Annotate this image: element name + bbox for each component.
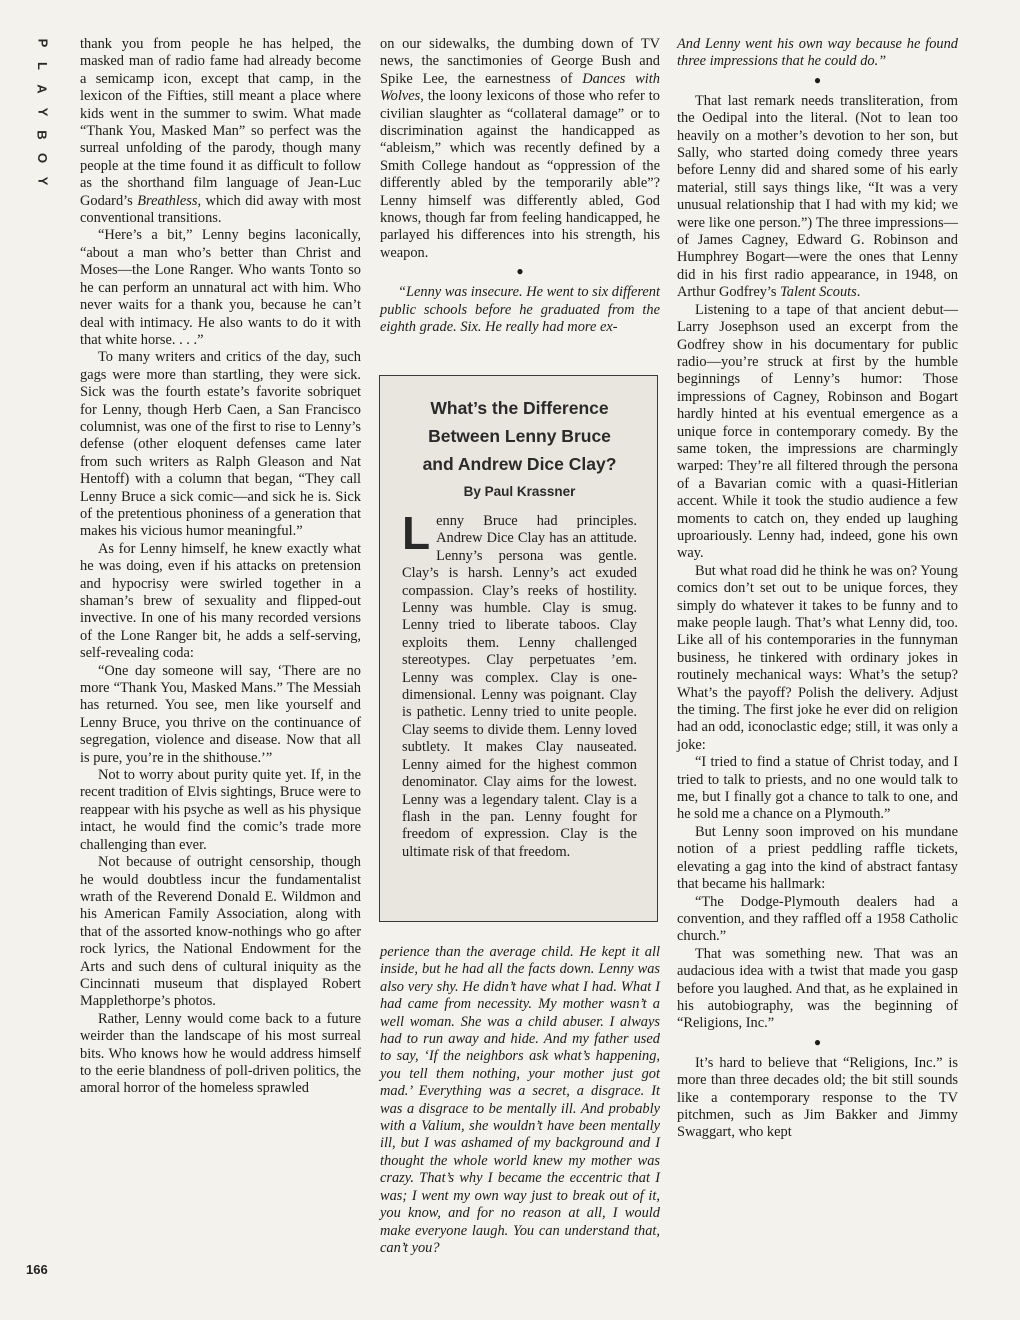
masthead-letter: Y: [34, 107, 50, 117]
paragraph: As for Lenny himself, he knew exactly what he was doing, even if his attacks on pretension and hypocrisy were swirled together in a shaman’s brew of sexuality and flipped-out invective. In one of his many recorded versions of the Lone Ranger bit, he adds a self-serving, self-revealing coda:: [80, 540, 361, 662]
sidebar-body: Lenny Bruce had principles. Andrew Dice Clay has an attitude. Lenny’s persona was gentle. Clay’s is harsh. Lenny’s act exuded compassion. Clay’s reeks of hostility. Lenny was humble. Clay is smug. Lenny tried to liberate taboos. Clay exploits them. Lenny challenged stereotypes. Clay perpetuates ’em. Lenny was complex. Clay is one-dimensional. Lenny was poignant. Clay is pathetic. Lenny tried to unite people. Clay seems to divide them. Lenny loved subtlety. It makes Clay nauseated. Lenny aimed for the highest common denominator. Clay aims for the lowest. Lenny was a legendary talent. Clay is a flash in the pan. Lenny fought for freedom of expression. Clay is the ultimate risk of that freedom.: [402, 507, 637, 860]
paragraph: “One day someone will say, ‘There are no more “Thank You, Masked Mans.” The Messiah has returned. You see, men like yourself and Lenny Bruce, you thrive on the continuance of segregation, violence and disease. Now that all is pure, you’re in the shithouse.’”: [80, 662, 361, 766]
column-1: [80, 36, 361, 1098]
section-separator: ●: [516, 264, 524, 279]
paragraph: Rather, Lenny would come back to a future weirder than the landscape of his most surreal bits. Who knows how he would address himself to the eerie blandness of poll-driven politics, the amoral horror of the homeless sprawled: [80, 1010, 361, 1097]
paragraph: To many writers and critics of the day, such gags were more than startling, they were sick. Sick was the fourth estate’s favorite sobriquet for Lenny, though Herb Caen, a San Francisco columnist, was one of the first to rise to Lenny’s defense (other eloquent defenses came later from such writers as Ralph Gleason and Nat Hentoff) with a column that began, “They call Lenny Bruce a sick comic—and sick he is. Sick of the pretentious phoniness of a generation that makes his vicious humor meaningful.”: [80, 349, 361, 540]
column-3: [677, 36, 958, 1142]
paragraph: But Lenny soon improved on his mundane notion of a priest peddling raffle tickets, elevating a gag into the kind of abstract fantasy that became his hallmark:: [677, 823, 958, 893]
sidebar-box: [379, 375, 658, 922]
masthead-letter: L: [34, 62, 50, 70]
paragraph: “Here’s a bit,” Lenny begins laconically, “about a man who’s better than Christ and Moses—the Lone Ranger. Who wants Tonto so he can perform an unnatural act with him. Who never waits for a thank you, because he can’t deal with intimacy. He also wants to do it with that white horse. . . .”: [80, 227, 361, 348]
quote-paragraph: And Lenny went his own way because he found three impressions that he could do.”: [677, 36, 958, 70]
column-2-continued: [380, 944, 660, 1257]
paragraph: thank you from people he has helped, the masked man of radio fame had already become a semicamp icon, except that camp, in the lexicon of the Fifties, still meant a place where kids went in the summer to swim. What made “Thank You, Masked Man” so perfect was the surreal unfolding of the parody, though many people at the time found it as difficult to follow as the shorthand film language of Jean-Luc Godard’s Breathless, which did away with most conventional transitions.: [80, 36, 361, 227]
paragraph: But what road did he think he was on? Young comics don’t set out to be unique forces, they simply do whatever it takes to be funny and to make people laugh. That’s what Lenny did, too. Like all of his contemporaries in the funnyman business, he tinkered with ordinary jokes in routinely mechanical ways: What’s the setup? What’s the payoff? Polish the delivery. Adjust the timing. The first joke he ever did on religion had an odd, iconoclastic edge; still, it was only a joke:: [677, 562, 958, 753]
section-separator: ●: [813, 1034, 822, 1049]
drop-cap: L: [402, 507, 431, 559]
masthead-letter: A: [34, 84, 50, 94]
page-number: 166: [26, 1262, 48, 1277]
paragraph: It’s hard to believe that “Religions, Inc.” is more than three decades old; the bit still sounds like a contemporary response to the TV pitchmen, such as Jim Bakker and Jimmy Swaggart, who kept: [677, 1054, 958, 1141]
paragraph: on our sidewalks, the dumbing down of TV news, the sanctimonies of George Bush and Spike Lee, the earnestness of Dances with Wolves, the loony lexicons of those who refer to civilian slaughter as “collateral damage” or to discrimination against the handicapped as “ableism,” which was recently defined by a Smith College handout as “oppression of the differently abled by the temporarily able”? Lenny himself was differently abled, God knows, though far from feeling handicapped, he parlayed his differences into his strength, his weapon.: [380, 36, 661, 261]
paragraph: That last remark needs transliteration, from the Oedipal into the literal. (Not to lean too heavily on a mother’s devotion to her son, but Sally, who started doing comedy three years before Lenny did and shared some of his early material, still says things like, “It was a very unusual relationship that I had with my kid; we were like one person.”) The three impressions—of James Cagney, Edward G. Robinson and Humphrey Bogart—were the ones that Lenny did in his first radio appearance, in 1948, on Arthur Godfrey’s Talent Scouts.: [677, 92, 958, 301]
sidebar-title: What’s the Difference Between Lenny Bruce and Andrew Dice Clay?: [422, 398, 617, 474]
masthead-letter: P: [34, 38, 50, 48]
paragraph: Not because of outright censorship, though he would doubtless incur the fundamentalist wrath of the Reverend Donald E. Wildmon and his American Family Association, along with that of the assorted know-nothings who go after rock lyrics, the National Endowment for the Arts and such dens of cultural iniquity as the Cincinnati museum that displayed Robert Mapplethorpe’s photos.: [80, 854, 361, 1010]
paragraph: Not to worry about purity quite yet. If, in the recent tradition of Elvis sightings, Bruce were to reappear with his psyche as well as his physique intact, he would find the comic’s trade more challenging than ever.: [80, 767, 361, 853]
paragraph: Listening to a tape of that ancient debut—Larry Josephson used an excerpt from the Godfrey show in his documentary for public radio—you’re struck at first by the humble beginnings of Lenny’s humor: Those impressions of Cagney, Robinson and Bogart hardly hinted at his eventual emergence as a unique force in contemporary comedy. By the same token, the impressions are charmingly warped: They’re all filtered through the persona of a Bavarian comic with a quasi-Hitlerian accent. While it took the studio audience a few moments to catch on, they ended up laughing uproariously. Lenny had, indeed, gone his own way.: [677, 301, 958, 562]
masthead-letter: Y: [34, 176, 50, 186]
paragraph: That was something new. That was an audacious idea with a twist that made you gasp before you laughed. And that, as he explained in his autobiography, was the beginning of “Religions, Inc.”: [677, 945, 958, 1032]
quote-paragraph: “Lenny was insecure. He went to six different public schools before he graduated from the eighth grade. Six. He really had more ex-: [380, 284, 660, 336]
column-2: [380, 36, 660, 337]
sidebar-byline: By Paul Krassner: [463, 484, 576, 499]
paragraph: “The Dodge-Plymouth dealers had a convention, and they raffled off a 1958 Catholic church.”: [677, 893, 958, 945]
masthead-vertical: [30, 36, 54, 188]
section-separator: ●: [813, 72, 822, 87]
quote-paragraph: perience than the average child. He kept it all inside, but he had all the facts down. Lenny was also very shy. He didn’t have what I had. What I had came from necessity. My mother wasn’t a well woman. She was a child abuser. I always had to run away and hide. And my father used to say, ‘If the neighbors ask what’s happening, you tell them nothing, your mother just got mad.’ Everything was a secret, a disgrace. It was a disgrace to be mentally ill. And probably with a Valium, she wouldn’t have been mentally ill, but I was ashamed of my background and I thought the whole world knew my mother was crazy. That’s why I became the eccentric that I was; I went my own way just to break out of it, you know, and for no reason at all, I would make everyone laugh. You can understand that, can’t you?: [380, 944, 660, 1256]
paragraph: “I tried to find a statue of Christ today, and I tried to talk to priests, and no one would talk to me, but I finally got a chance to talk to one, and he sold me a chance on a Plymouth.”: [677, 754, 958, 823]
masthead-letter: O: [35, 152, 50, 164]
masthead-letter: B: [34, 130, 50, 140]
